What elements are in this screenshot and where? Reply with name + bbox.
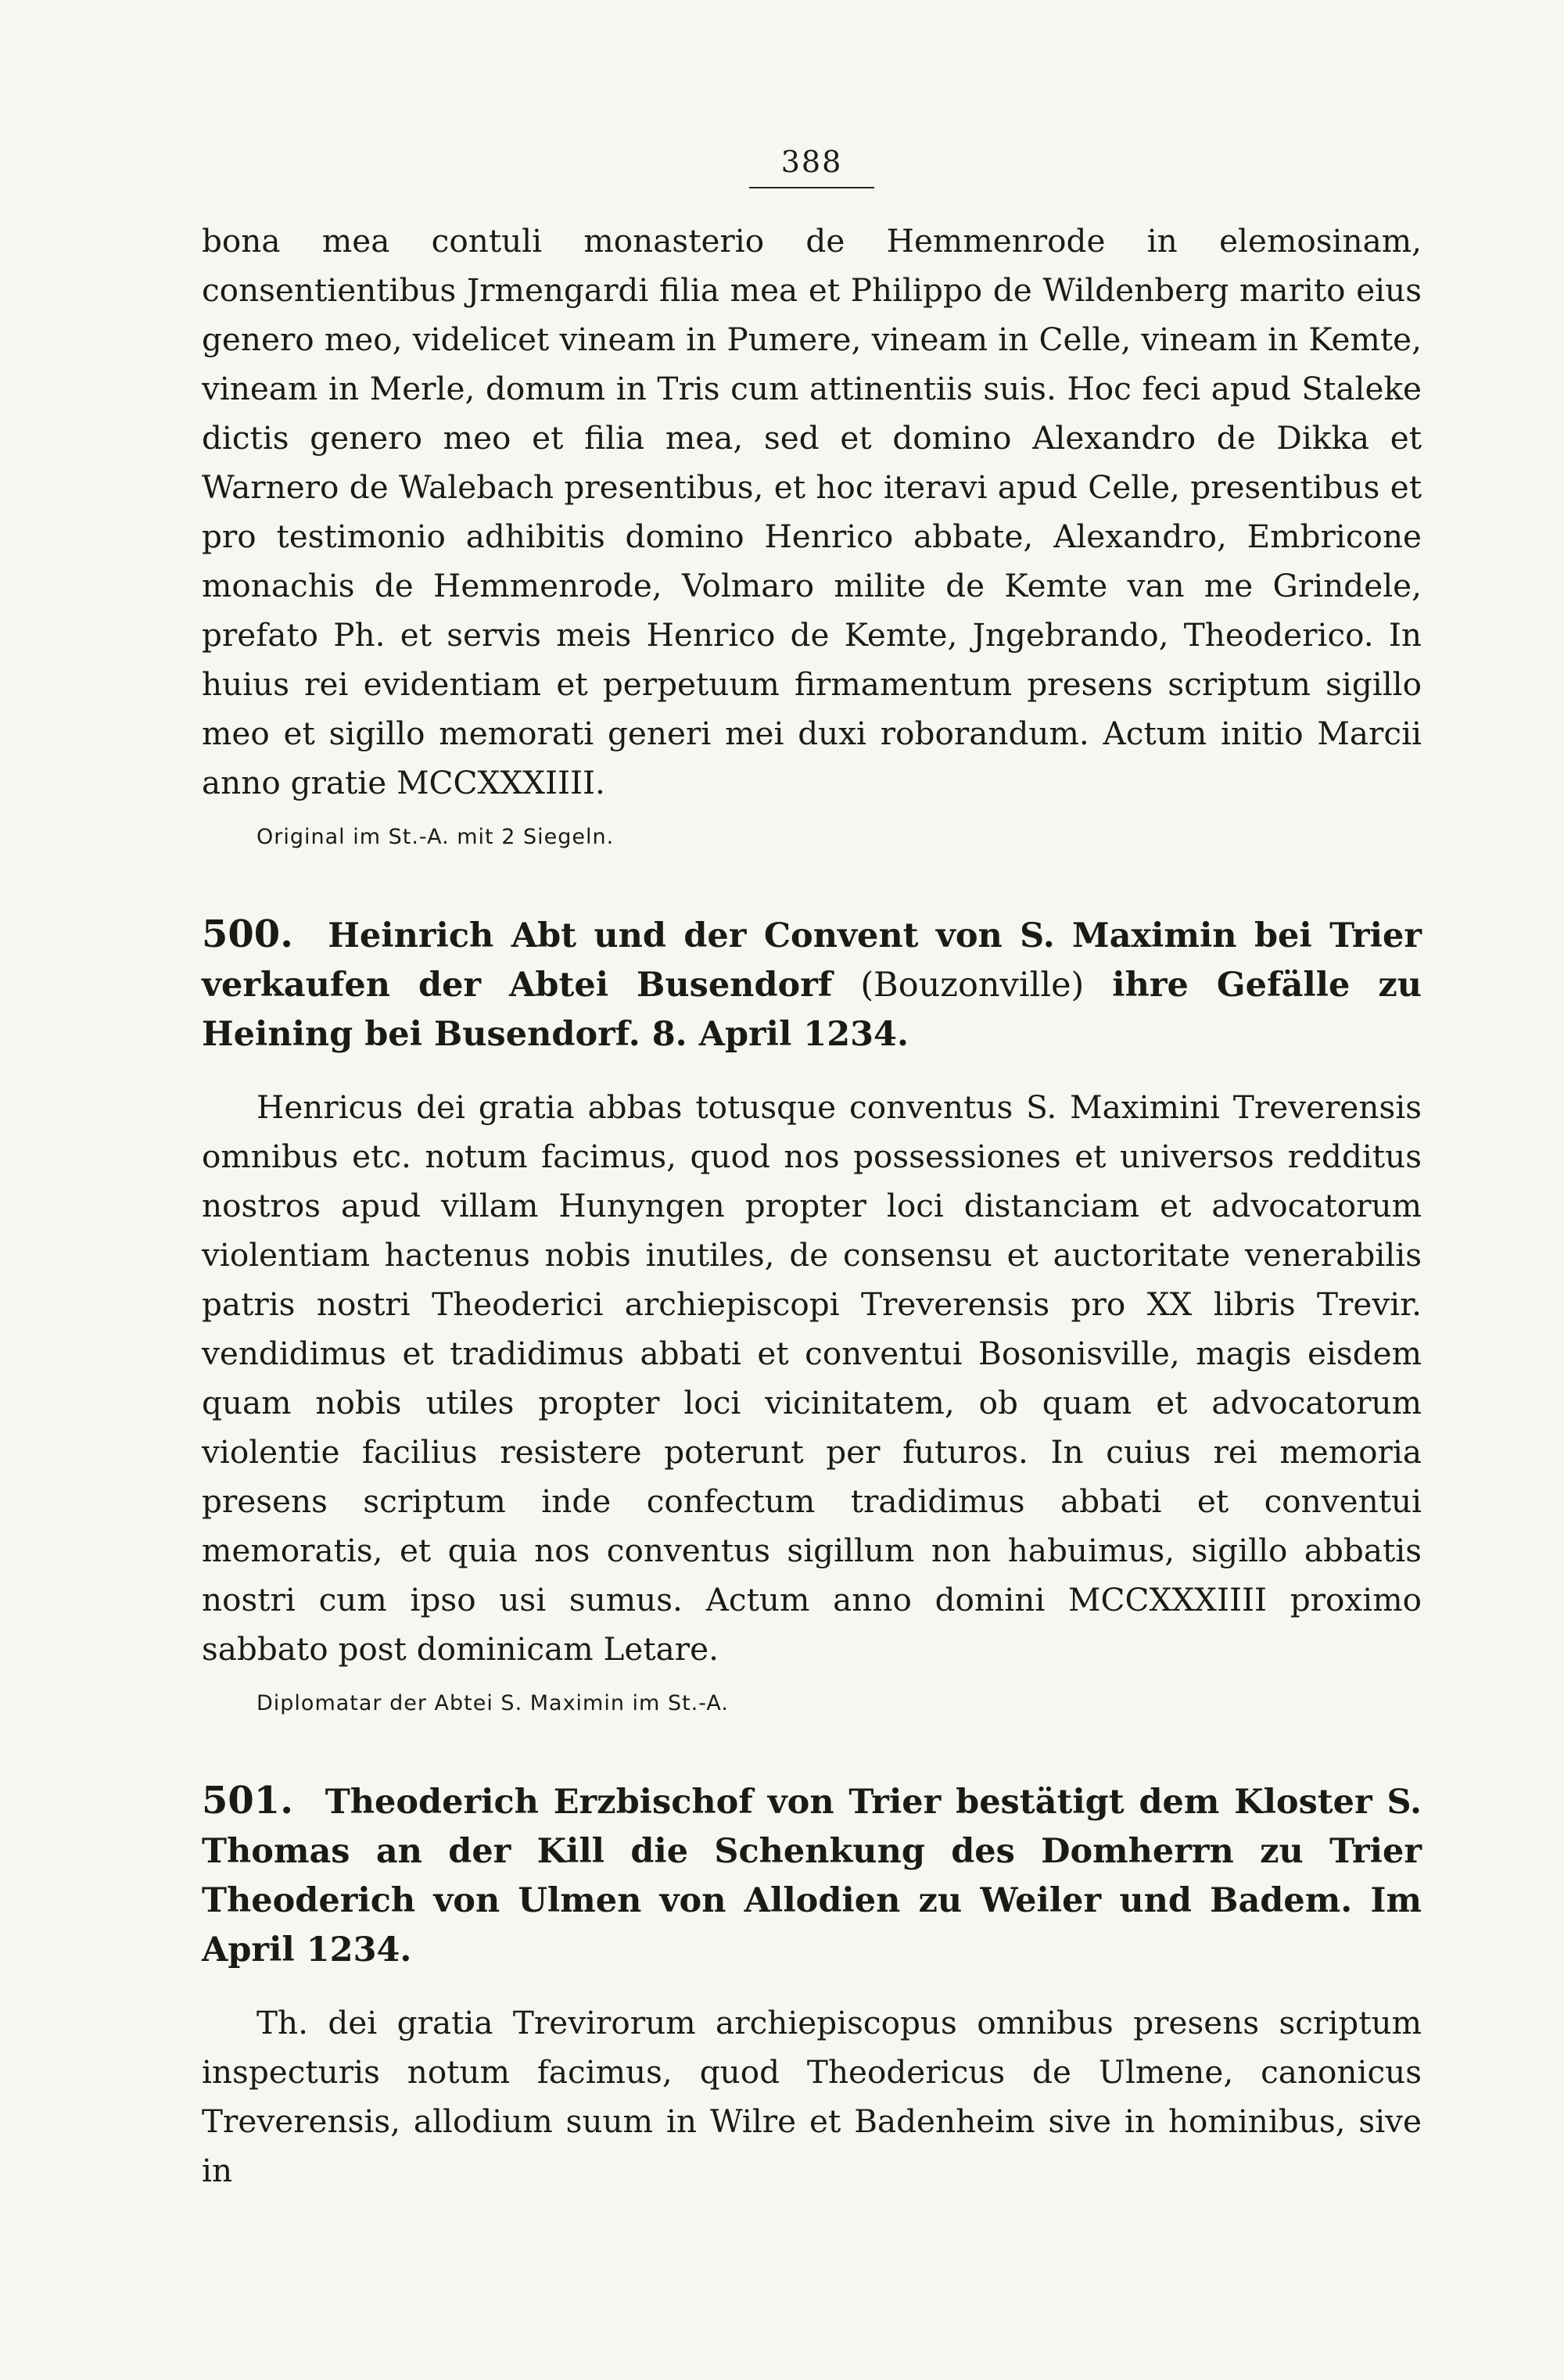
source-note: Diplomatar der Abtei S. Maximin im St.-A. <box>256 1691 729 1715</box>
source-note: Original im St.-A. mit 2 Siegeln. <box>256 825 615 849</box>
page-number-rule <box>749 187 874 188</box>
entry-date: Im April 1234. <box>202 1881 1422 1970</box>
entry-title: Heinrich Abt und der Convent von S. Maximin bei Trier verkaufen der Abtei Busendorf <box>202 916 1422 1005</box>
entry-title-continued: ihre Gefälle zu Heining bei Busendorf. <box>202 966 1422 1054</box>
entry-heading-500 <box>202 910 1422 1059</box>
entry-text-501: Th. dei gratia Trevirorum archiepiscopus omnibus presens scriptum inspecturis notum facimus, quod Theodericus de Ulmene, canonicus Treverensis, allodium suum in Wilre et Badenheim sive in hominibus, sive in <box>202 2004 1422 2189</box>
entry-date: 8. April 1234. <box>651 1015 909 1054</box>
entry-heading-501 <box>202 1776 1422 1975</box>
page-number: 388 <box>780 145 843 179</box>
entry-text-500: Henricus dei gratia abbas totusque conventus S. Maximini Treverensis omnibus etc. notum facimus, quod nos possessiones et universos redditus nostros apud villam Hunyngen propter loci distanciam et advocatorum violentiam hactenus nobis inutiles, de consensu et auctoritate venerabilis patris nostri Theoderici archiepiscopi Treverensis pro XX libris Trevir. vendidimus et tradidimus abbati et conventui Bosonisville, magis eisdem quam nobis utiles propter loci vicinitatem, ob quam et advocatorum violentie facilius resistere poterunt per futuros. In cuius rei memoria presens scriptum inde confectum tradidimus abbati et conventui memoratis, et quia nos conventus sigillum non habuimus, sigillo abbatis nostri cum ipso usi sumus. Actum anno domini MCCXXXIIII proximo sabbato post dominicam Letare. <box>202 1088 1422 1668</box>
page <box>202 145 1422 2195</box>
continued-paragraph: bona mea contuli monasterio de Hemmenrode in elemosinam, consentientibus Jrmengardi filia mea et Philippo de Wildenberg marito eius genero meo, videlicet vineam in Pumere, vineam in Celle, vineam in Kemte, vineam in Merle, domum in Tris cum attinentiis suis. Hoc feci apud Staleke dictis genero meo et filia mea, sed et domino Alexandro de Dikka et Warnero de Walebach presentibus, et hoc iteravi apud Celle, presentibus et pro testimonio adhibitis domino Henrico abbate, Alexandro, Embricone monachis de Hemmenrode, Volmaro milite de Kemte van me Grindele, prefato Ph. et servis meis Henrico de Kemte, Jngebrando, Theoderico. In huius rei evidentiam et perpetuum firmamentum presens scriptum sigillo meo et sigillo memorati generi mei duxi roborandum. Actum initio Marcii anno gratie MCCXXXIIII. <box>202 222 1422 801</box>
entry-title: Theoderich Erzbischof von Trier bestätigt dem Kloster S. Thomas an der Kill die Schenkung des Domherrn zu Trier Theoderich von Ulmen von Allodien zu Weiler und Badem. <box>202 1783 1422 1920</box>
entry-number: 501. <box>202 1779 293 1823</box>
entry-title-latin: (Bouzonville) <box>860 966 1085 1005</box>
entry-number: 500. <box>202 912 293 956</box>
